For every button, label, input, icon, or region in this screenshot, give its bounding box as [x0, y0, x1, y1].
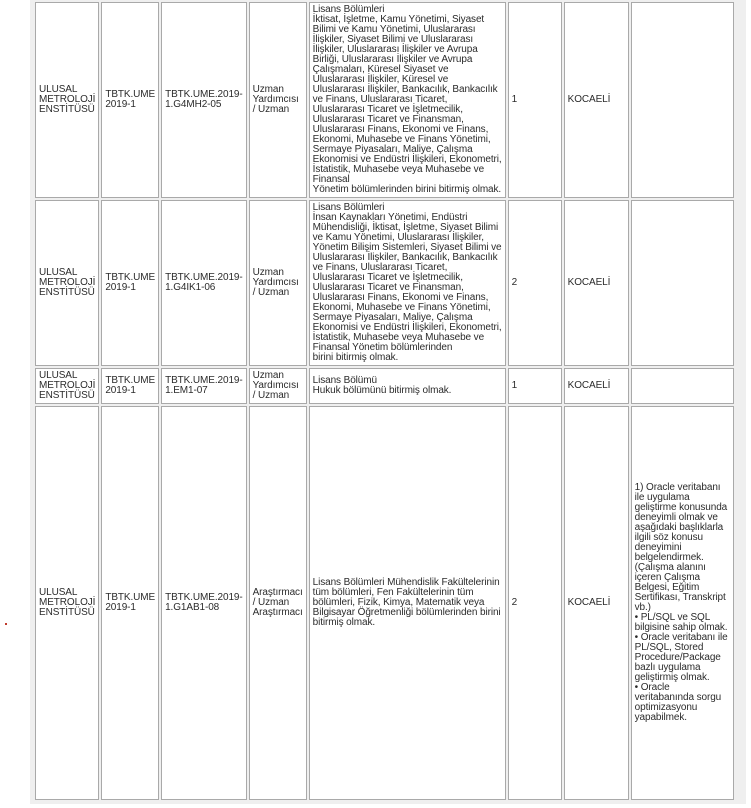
position-code-cell: TBTK.UME.2019-1.G4IK1-06: [161, 200, 247, 366]
city-cell: KOCAELİ: [564, 200, 629, 366]
position-code-cell: TBTK.UME.2019-1.EM1-07: [161, 368, 247, 404]
count-cell: 1: [508, 368, 562, 404]
conditions-line: Lisans Bölümü: [312, 375, 377, 386]
extra-line: • Oracle veritabanı ile PL/SQL, Stored Procedure/Package bazlı uygulama geliştirmiş olmak.: [634, 632, 728, 683]
code-cell: TBTK.UME 2019-1: [101, 200, 159, 366]
institution-cell: ULUSAL METROLOJİ ENSTİTÜSÜ: [35, 2, 99, 198]
conditions-line: İnsan Kaynakları Yönetimi, Endüstri Mühendisliği, İktisat, İşletme, Siyaset Bilimi ve Kamu Yönetimi, Uluslararası İlişkiler, Yönetim Bilişim Sistemleri, Siyaset Bilimi ve Uluslararası İlişkiler, Bankacılık, Bankacılık ve Finans, Uluslararası Ticaret, Uluslararası Ticaret ve İşletmecilik, Uluslararası Ticaret ve Finansman, Uluslararası Finans, Ekonomi ve Finans, Ekonomi, Muhasebe ve Finans Yönetimi, Sermaye Piyasaları, Maliye, Çalışma Ekonomisi ve Endüstri İlişkileri, Ekonometri, İstatistik, Muhasebe veya Muhasebe ve Finansal Yönetim bölümlerinden: [312, 212, 502, 353]
extra-cell: [631, 406, 734, 800]
count-cell: 2: [508, 200, 562, 366]
conditions-cell: [309, 2, 506, 198]
table-row: [35, 368, 734, 404]
institution-cell: ULUSAL METROLOJİ ENSTİTÜSÜ: [35, 368, 99, 404]
code-cell: TBTK.UME 2019-1: [101, 2, 159, 198]
table-row: [35, 2, 734, 198]
positions-table: [33, 0, 736, 802]
title-cell: Uzman Yardımcısı / Uzman: [249, 368, 307, 404]
table-row: [35, 406, 734, 800]
conditions-line: Lisans Bölümleri Mühendislik Fakültelerinin tüm bölümleri, Fen Fakültelerinin tüm bölümleri, Fizik, Kimya, Matematik veya Bilgisayar Öğretmenliği bölümlerinden birini bitirmiş olmak.: [312, 577, 501, 628]
conditions-line: Yönetim bölümlerinden birini bitirmiş olmak.: [312, 184, 502, 195]
conditions-cell: [309, 200, 506, 366]
institution-cell: ULUSAL METROLOJİ ENSTİTÜSÜ: [35, 406, 99, 800]
extra-cell: [631, 200, 734, 366]
extra-line: • PL/SQL ve SQL bilgisine sahip olmak.: [634, 612, 728, 633]
title-cell: Araştırmacı / Uzman Araştırmacı: [249, 406, 307, 800]
table-row: [35, 200, 734, 366]
city-cell: KOCAELİ: [564, 2, 629, 198]
extra-line: 1) Oracle veritabanı ile uygulama geliştirme konusunda deneyimli olmak ve aşağıdaki başlıklarla ilgili söz konusu deneyimini belgelendirmek. (Çalışma alanını içeren Çalışma Belgesi, Eğitim Sertifikası, Transkript vb.): [634, 482, 728, 613]
conditions-cell: [309, 368, 506, 404]
city-cell: KOCAELİ: [564, 368, 629, 404]
conditions-line: birini bitirmiş olmak.: [312, 352, 399, 363]
code-cell: TBTK.UME 2019-1: [101, 368, 159, 404]
extra-line: • Oracle veritabanında sorgu optimizasyonu yapabilmek.: [634, 682, 722, 723]
count-cell: 1: [508, 2, 562, 198]
conditions-line: İktisat, İşletme, Kamu Yönetimi, Siyaset Bilimi ve Kamu Yönetimi, Uluslararası İlişkiler, Siyaset Bilimi ve Uluslararası İlişkiler, Uluslararası İlişkiler ve Avrupa Birliği, Uluslararası İlişkiler ve Avrupa Çalışmaları, Küresel Siyaset ve Uluslararası İlişkiler, Küresel ve Uluslararası İlişkiler, Bankacılık, Bankacılık ve Finans, Uluslararası Ticaret, Uluslararası Ticaret ve İşletmecilik, Uluslararası Ticaret ve Finansman, Uluslararası Finans, Ekonomi ve Finans, Ekonomi, Muhasebe ve Finans Yönetimi, Sermaye Piyasaları, Maliye, Çalışma Ekonomisi ve Endüstri İlişkileri, Ekonometri, İstatistik, Muhasebe veya Muhasebe ve Finansal: [312, 14, 502, 185]
extra-cell: [631, 368, 734, 404]
title-cell: Uzman Yardımcısı / Uzman: [249, 2, 307, 198]
conditions-cell: [309, 406, 506, 800]
conditions-line: Lisans Bölümleri: [312, 202, 385, 213]
title-cell: Uzman Yardımcısı / Uzman: [249, 200, 307, 366]
institution-cell: ULUSAL METROLOJİ ENSTİTÜSÜ: [35, 200, 99, 366]
position-code-cell: TBTK.UME.2019-1.G1AB1-08: [161, 406, 247, 800]
count-cell: 2: [508, 406, 562, 800]
city-cell: KOCAELİ: [564, 406, 629, 800]
code-cell: TBTK.UME 2019-1: [101, 406, 159, 800]
extra-cell: [631, 2, 734, 198]
conditions-line: Lisans Bölümleri: [312, 4, 385, 15]
conditions-line: Hukuk bölümünü bitirmiş olmak.: [312, 385, 452, 396]
margin-marker: [5, 623, 7, 625]
position-code-cell: TBTK.UME.2019-1.G4MH2-05: [161, 2, 247, 198]
